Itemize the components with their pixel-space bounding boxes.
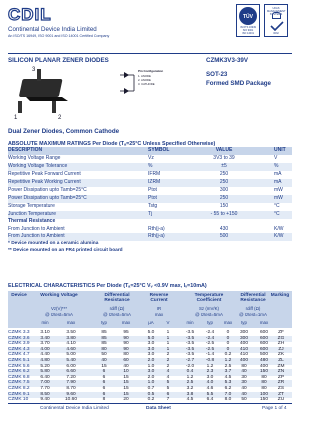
svg-text:CDIL: CDIL bbox=[8, 6, 52, 22]
rating-description: Repetitive Peak Forward Current bbox=[8, 171, 81, 177]
device-marking: ZU bbox=[277, 397, 285, 403]
device-value: -3.5 bbox=[185, 346, 195, 352]
device-value: 3.0 bbox=[147, 341, 155, 347]
device-name: CZMK 7.5 bbox=[8, 380, 30, 386]
device-value: -2.0 bbox=[185, 363, 195, 369]
product-subtitle: Dual Zener Diodes, Common Cathode bbox=[8, 128, 120, 135]
device-value: 0 bbox=[226, 346, 230, 352]
thermal-description: From Junction to Ambient bbox=[8, 226, 65, 232]
device-value: 15 bbox=[123, 391, 129, 397]
device-value: 6.60 bbox=[66, 369, 76, 375]
device-value: 4.0 bbox=[206, 380, 214, 386]
rating-symbol: IZRM bbox=[148, 179, 161, 185]
rating-description: Power Dissipation upto Tamb=25°C bbox=[8, 195, 87, 201]
rating-description: Working Voltage Tolerance bbox=[8, 163, 68, 169]
device-value: 40 bbox=[241, 386, 247, 391]
device-value: 3.0 bbox=[147, 352, 155, 358]
device-value: 0 bbox=[226, 335, 230, 341]
device-value: 50 bbox=[101, 352, 107, 358]
device-value: 2.3 bbox=[206, 369, 214, 375]
rating-unit: mW bbox=[274, 195, 283, 201]
device-value: 3.0 bbox=[147, 346, 155, 352]
device-value: 4.40 bbox=[40, 352, 50, 358]
sub-v: V bbox=[166, 320, 170, 325]
device-marking: ZM bbox=[277, 363, 285, 369]
device-value: 6 bbox=[102, 380, 106, 386]
device-value: 5.40 bbox=[66, 358, 76, 363]
device-value: 7.90 bbox=[66, 380, 76, 386]
device-value: 6.2 bbox=[224, 386, 232, 391]
tuv-text: TÜV bbox=[243, 14, 253, 20]
device-value: 80 bbox=[241, 363, 247, 369]
rating-value: 3V3 to 39 bbox=[213, 155, 235, 161]
device-value: 410 bbox=[239, 352, 248, 358]
unit-rdiff2: rdiff (Ω) bbox=[245, 306, 261, 311]
device-value: -2.4 bbox=[205, 330, 215, 335]
device-value: -2.4 bbox=[205, 335, 215, 341]
device-value: 0.4 bbox=[186, 369, 194, 375]
unit-sz-test: @ Iztest=5mA bbox=[195, 312, 223, 317]
col-symbol: SYMBOL bbox=[148, 147, 170, 153]
device-marking: ZF bbox=[278, 330, 284, 335]
drawing-pin-label: 2 bbox=[58, 115, 62, 121]
thermal-value: 500 bbox=[219, 233, 229, 239]
device-value: 3.10 bbox=[40, 330, 50, 335]
device-value: 90 bbox=[123, 341, 129, 347]
device-value: 1 bbox=[166, 346, 170, 352]
device-value: 1.0 bbox=[147, 363, 155, 369]
device-value: -3.5 bbox=[185, 341, 195, 347]
hdr-device: Device bbox=[11, 293, 27, 298]
footer-divider bbox=[8, 403, 292, 404]
device-value: -0.8 bbox=[205, 358, 215, 363]
sub-ua: µA bbox=[148, 320, 154, 325]
product-title: SILICON PLANAR ZENER DIODES bbox=[8, 57, 109, 64]
device-value: 50 bbox=[241, 397, 247, 403]
device-value: 85 bbox=[101, 335, 107, 341]
device-value: 40 bbox=[123, 363, 129, 369]
col-unit: UNIT bbox=[274, 147, 286, 153]
device-value: 9.60 bbox=[66, 391, 76, 397]
sub-max: max bbox=[259, 320, 269, 325]
device-value: 6 bbox=[102, 369, 106, 375]
device-value: 6.4 bbox=[206, 397, 214, 403]
cdil-logo bbox=[8, 6, 66, 22]
device-value: 3.50 bbox=[66, 330, 76, 335]
rating-description: Junction Temperature bbox=[8, 211, 56, 217]
device-value: 3.2 bbox=[186, 386, 194, 391]
device-name: CZMK 6.8 bbox=[8, 374, 30, 380]
device-value: 7.0 bbox=[224, 391, 232, 397]
tuv-certification-mark bbox=[236, 4, 260, 37]
pin-label: 2. ANODE bbox=[138, 78, 151, 82]
tuv-standards: ISO/TS 16949 ISO 9001 ISO 14001 bbox=[240, 26, 256, 35]
rating-unit: mW bbox=[274, 187, 283, 193]
device-value: -3.5 bbox=[185, 330, 195, 335]
device-value: 5.5 bbox=[206, 391, 214, 397]
device-value: 1.2 bbox=[186, 374, 194, 380]
device-value: 6 bbox=[102, 391, 106, 397]
device-value: 7.20 bbox=[66, 374, 76, 380]
device-value: 95 bbox=[123, 330, 129, 335]
device-value: 6.40 bbox=[40, 374, 50, 380]
device-name: CZMK 3.9 bbox=[8, 341, 30, 347]
rating-symbol: Ptot bbox=[148, 195, 157, 201]
device-value: 1 bbox=[166, 335, 170, 341]
device-value: 30 bbox=[241, 374, 247, 380]
device-marking: ZG bbox=[277, 335, 285, 341]
device-value: 2 bbox=[166, 352, 170, 358]
thermal-row bbox=[8, 233, 292, 241]
device-value: 7.00 bbox=[40, 380, 50, 386]
device-name: CZMK 10 bbox=[8, 397, 29, 403]
device-value: 0.2 bbox=[147, 397, 155, 403]
device-value: 90 bbox=[123, 346, 129, 352]
device-value: 4.5 bbox=[224, 374, 232, 380]
device-value: 15 bbox=[123, 374, 129, 380]
rating-symbol: Tj bbox=[148, 211, 153, 217]
col-value: VALUE bbox=[215, 147, 233, 153]
device-value: 3.70 bbox=[40, 341, 50, 347]
ratings-row bbox=[8, 163, 292, 171]
device-value: 3.0 bbox=[206, 374, 214, 380]
device-name: CZMK 5.6 bbox=[8, 363, 30, 369]
rating-symbol: Tstg bbox=[148, 203, 158, 209]
device-value: 30 bbox=[241, 380, 247, 386]
device-value: 400 bbox=[239, 341, 248, 347]
device-value: 8.50 bbox=[40, 391, 50, 397]
device-value: 9.40 bbox=[40, 397, 50, 403]
device-value: 2.0 bbox=[147, 358, 155, 363]
device-marking: ZS bbox=[277, 386, 285, 391]
device-value: 5 bbox=[166, 386, 170, 391]
thermal-title: Thermal Resistance bbox=[8, 218, 56, 224]
device-value: 5.3 bbox=[224, 380, 232, 386]
device-value: 15 bbox=[123, 386, 129, 391]
device-value: 80 bbox=[261, 386, 267, 391]
device-value: 85 bbox=[101, 330, 107, 335]
device-value: 100 bbox=[259, 391, 268, 397]
drawing-pin-label: 1 bbox=[14, 115, 18, 121]
rating-unit: °C bbox=[274, 203, 280, 209]
device-value: 6 bbox=[166, 391, 170, 397]
device-marking: ZJ bbox=[278, 346, 284, 352]
device-value: 8.70 bbox=[66, 386, 76, 391]
device-marking: ZH bbox=[277, 341, 285, 347]
device-value: 3.80 bbox=[66, 335, 76, 341]
device-value: 2.5 bbox=[224, 363, 232, 369]
certification-line: An ISO/TS 16949, ISO 9001 and ISO 14001 Certified Company bbox=[8, 34, 110, 38]
hdr-reverse-current: Reverse Current bbox=[149, 293, 169, 304]
hdr-diff-resistance: Differential Resistance bbox=[104, 293, 130, 304]
unit-ir: IR bbox=[156, 306, 162, 311]
device-value: 5.0 bbox=[147, 330, 155, 335]
device-value: -2.7 bbox=[185, 358, 195, 363]
rating-description: Working Voltage Range bbox=[8, 155, 61, 161]
device-value: 600 bbox=[259, 335, 268, 341]
device-value: 5.00 bbox=[66, 352, 76, 358]
device-value: 80 bbox=[123, 352, 129, 358]
device-value: 15 bbox=[123, 380, 129, 386]
rating-unit: mA bbox=[274, 179, 282, 185]
device-name: CZMK 8.2 bbox=[8, 386, 30, 391]
ukas-number: 0032 bbox=[273, 32, 279, 35]
device-value: 8.0 bbox=[224, 397, 232, 403]
unit-vz: Vz(V)*** bbox=[50, 306, 68, 311]
device-value: 400 bbox=[239, 358, 248, 363]
rating-symbol: Ptot bbox=[148, 187, 157, 193]
device-value: 150 bbox=[259, 369, 268, 375]
unit-rdiff: rdiff (Ω) bbox=[109, 306, 125, 311]
rating-description: Storage Temperature bbox=[8, 203, 55, 209]
rating-value: 150 bbox=[219, 203, 229, 209]
package-type: SOT-23 bbox=[206, 71, 228, 78]
device-marking: ZN bbox=[277, 369, 285, 375]
device-value: 410 bbox=[239, 346, 248, 352]
sub-min: min bbox=[41, 320, 49, 325]
device-value: 400 bbox=[259, 363, 268, 369]
ukas-certification-mark bbox=[264, 4, 288, 37]
ratings-row bbox=[8, 179, 292, 187]
col-description: DESCRIPTION bbox=[8, 147, 43, 153]
ratings-row bbox=[8, 155, 292, 163]
device-value: 5.80 bbox=[40, 369, 50, 375]
device-name: CZMK 3.3 bbox=[8, 330, 30, 335]
device-value: 300 bbox=[239, 330, 248, 335]
device-value: 5 bbox=[166, 380, 170, 386]
hdr-temp-coefficient: Temperature Coefficient bbox=[194, 293, 224, 304]
pin-label: 3. CATHODE bbox=[138, 82, 155, 86]
device-value: 6 bbox=[102, 374, 106, 380]
device-value: 4.00 bbox=[40, 346, 50, 352]
sub-typ: typ bbox=[241, 320, 247, 325]
hdr-marking: Marking bbox=[270, 293, 290, 298]
rating-description: Power Dissipation upto Tamb=25°C bbox=[8, 187, 87, 193]
pin-config-title: Pin Configuration bbox=[138, 69, 164, 73]
sub-min: min bbox=[186, 320, 194, 325]
device-value: 0.5 bbox=[147, 391, 155, 397]
device-value: 80 bbox=[261, 374, 267, 380]
device-name: CZMK 6.2 bbox=[8, 369, 30, 375]
rating-symbol: Vz bbox=[148, 155, 154, 161]
part-number: CZMK3V3-39V bbox=[206, 57, 248, 64]
device-value: -2.5 bbox=[205, 346, 215, 352]
ukas-text: UKAS MANAGEMENT SYSTEMS bbox=[267, 7, 286, 16]
device-value: 40 bbox=[241, 369, 247, 375]
device-value: 3.0 bbox=[147, 369, 155, 375]
thermal-description: From Junction to Ambient bbox=[8, 233, 65, 239]
device-value: 2.5 bbox=[186, 380, 194, 386]
device-value: 60 bbox=[123, 358, 129, 363]
device-value: 600 bbox=[259, 330, 268, 335]
device-value: 0 bbox=[226, 341, 230, 347]
device-value: 85 bbox=[101, 341, 107, 347]
unit-vz-test: @ Iztest=5mA bbox=[45, 312, 73, 317]
header-divider bbox=[8, 53, 292, 54]
device-value: 6.00 bbox=[66, 363, 76, 369]
device-value: 2.0 bbox=[147, 374, 155, 380]
device-value: 1 bbox=[166, 330, 170, 335]
device-value: -3.5 bbox=[185, 352, 195, 358]
device-value: 300 bbox=[239, 335, 248, 341]
crown-icon bbox=[272, 12, 281, 19]
unit-ir-sub: max bbox=[154, 312, 164, 317]
rating-unit: % bbox=[274, 163, 279, 169]
ratings-title: ABSOLUTE MAXIMUM RATINGS Per Diode (Tₐ=25°C Unless Specified Otherwise) bbox=[8, 141, 216, 147]
device-value: 20 bbox=[123, 397, 129, 403]
ratings-row bbox=[8, 171, 292, 179]
device-value: 90 bbox=[123, 335, 129, 341]
rating-value: 300 bbox=[219, 187, 229, 193]
device-value: 150 bbox=[259, 397, 268, 403]
device-value: 7.70 bbox=[40, 386, 50, 391]
hdr-diff-resistance-2: Differential Resistance bbox=[240, 293, 266, 304]
device-marking: ZP bbox=[277, 374, 285, 380]
ratings-row bbox=[8, 195, 292, 203]
thermal-unit: K/W bbox=[274, 226, 284, 232]
device-value: 6 bbox=[102, 386, 106, 391]
device-name: CZMK 3.6 bbox=[8, 335, 30, 341]
package-description: Formed SMD Package bbox=[206, 80, 271, 87]
device-value: 0.2 bbox=[224, 352, 232, 358]
device-value: -3.5 bbox=[185, 335, 195, 341]
rating-value: 250 bbox=[219, 179, 229, 185]
device-value: 3.7 bbox=[224, 369, 232, 375]
device-name: CZMK 4.7 bbox=[8, 352, 30, 358]
device-marking: ZK bbox=[277, 352, 285, 358]
device-value: 0.7 bbox=[147, 386, 155, 391]
pin-label: 1. ANODE bbox=[138, 74, 151, 78]
rating-symbol: IFRM bbox=[148, 171, 161, 177]
device-value: 600 bbox=[259, 341, 268, 347]
footer-doc-type: Data Sheet bbox=[146, 406, 171, 411]
device-name: CZMK 4.3 bbox=[8, 346, 30, 352]
device-value: 480 bbox=[259, 358, 268, 363]
thermal-unit: K/W bbox=[274, 233, 284, 239]
device-value: 80 bbox=[261, 380, 267, 386]
device-value: 7 bbox=[166, 397, 170, 403]
thermal-symbol: Rth(j-a) bbox=[148, 233, 165, 239]
device-value: 4.80 bbox=[40, 358, 50, 363]
rating-value: ±5 bbox=[221, 163, 227, 169]
hdr-working-voltage: Working Voltage bbox=[40, 293, 78, 298]
device-marking: ZR bbox=[277, 380, 285, 386]
device-value: -1.4 bbox=[205, 352, 215, 358]
device-value: 600 bbox=[259, 346, 268, 352]
electrical-header bbox=[8, 291, 292, 328]
rating-value: 250 bbox=[219, 171, 229, 177]
thermal-value: 430 bbox=[219, 226, 229, 232]
rating-description: Repetitive Peak Working Current bbox=[8, 179, 81, 185]
ratings-row bbox=[8, 203, 292, 211]
device-value: 1.0 bbox=[147, 380, 155, 386]
sub-max: max bbox=[121, 320, 131, 325]
device-value: 2 bbox=[166, 363, 170, 369]
unit-rdiff2-test: @ Iztest=1mA bbox=[239, 312, 267, 317]
device-value: 1 bbox=[166, 341, 170, 347]
note-ceramic: * Device mounted on a ceramic alumina bbox=[8, 241, 99, 246]
thermal-title-row bbox=[8, 218, 292, 226]
device-value: 0 bbox=[226, 330, 230, 335]
rating-unit: °C bbox=[274, 211, 280, 217]
device-value: 4.10 bbox=[66, 341, 76, 347]
sot23-package-drawing bbox=[10, 63, 78, 121]
device-value: 4.5 bbox=[186, 397, 194, 403]
device-value: 5.0 bbox=[147, 335, 155, 341]
device-marking: ZL bbox=[278, 358, 284, 363]
device-value: 8 bbox=[102, 397, 106, 403]
device-value: 10 bbox=[123, 369, 129, 375]
device-value: 4.60 bbox=[66, 346, 76, 352]
sub-typ: typ bbox=[207, 320, 213, 325]
unit-sz: Sz (mV/K) bbox=[198, 306, 219, 311]
electrical-title: ELECTRICAL CHARACTERISTICS Per Diode (Tₐ=25°C Vᵥ <0.9V max, Iᵥ=10mA) bbox=[8, 283, 207, 289]
device-value: 2 bbox=[166, 358, 170, 363]
device-name: CZMK 9.1 bbox=[8, 391, 30, 397]
ratings-header-row bbox=[8, 147, 292, 155]
device-value: 4 bbox=[166, 374, 170, 380]
company-name: Continental Device India Limited bbox=[8, 26, 97, 33]
device-value: 4 bbox=[166, 369, 170, 375]
rating-symbol: % bbox=[148, 163, 153, 169]
device-value: 3.8 bbox=[186, 391, 194, 397]
device-value: 80 bbox=[101, 346, 107, 352]
note-fr4: ** Device mounted on an FR4 printed circuit board bbox=[8, 248, 123, 253]
device-value: 3.40 bbox=[40, 335, 50, 341]
footer-page-number: Page 1 of 4 bbox=[262, 406, 287, 411]
drawing-pin-label: 3 bbox=[32, 67, 36, 73]
unit-rdiff-test: @ Iztest=5mA bbox=[103, 312, 131, 317]
thermal-symbol: Rth(j-a) bbox=[148, 226, 165, 232]
rating-unit: mA bbox=[274, 171, 282, 177]
device-value: 1.2 bbox=[224, 358, 232, 363]
rating-value: - 55 to +150 bbox=[210, 211, 238, 217]
device-value: 40 bbox=[101, 358, 107, 363]
device-value: 40 bbox=[241, 391, 247, 397]
checkmark-icon bbox=[270, 21, 284, 31]
footer-company: Continental Device India Limited bbox=[40, 406, 109, 411]
device-value: 500 bbox=[259, 352, 268, 358]
device-value: -2.5 bbox=[205, 341, 215, 347]
device-value: 5.20 bbox=[40, 363, 50, 369]
sub-typ: typ bbox=[101, 320, 107, 325]
device-name: CZMK 5.1 bbox=[8, 358, 30, 363]
device-value: 4.6 bbox=[206, 386, 214, 391]
device-value: 1.2 bbox=[206, 363, 214, 369]
sub-max: max bbox=[66, 320, 76, 325]
device-marking: ZT bbox=[278, 391, 284, 397]
rating-value: 250 bbox=[219, 195, 229, 201]
sub-max: max bbox=[223, 320, 233, 325]
device-value: 10.60 bbox=[64, 397, 77, 403]
device-value: 15 bbox=[101, 363, 107, 369]
ratings-row bbox=[8, 187, 292, 195]
rating-unit: V bbox=[274, 155, 278, 161]
